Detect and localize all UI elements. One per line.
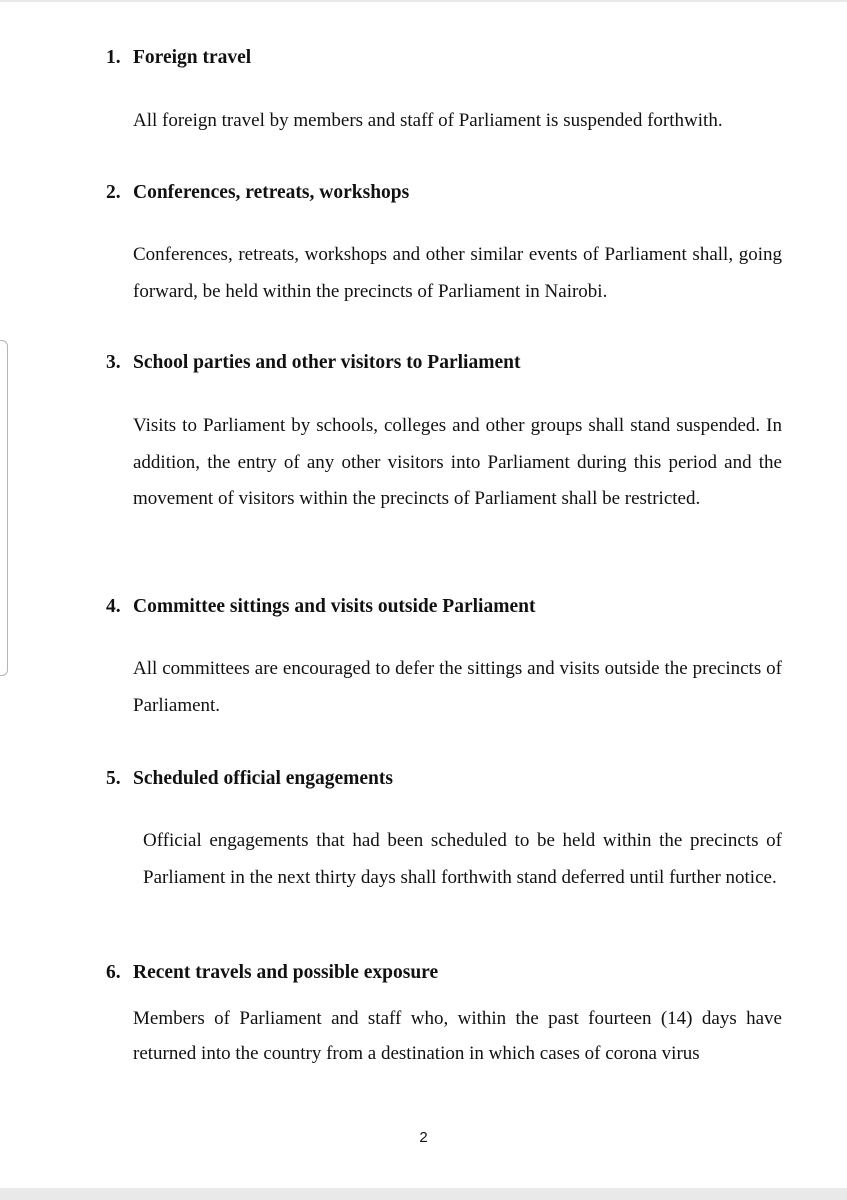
section-number: 2.: [106, 182, 121, 203]
page-bottom-edge: [0, 1188, 847, 1200]
section-body-conferences: Conferences, retreats, workshops and other similar events of Parliament shall, going forward, be held within the precincts of Parliament in Nairobi.: [133, 244, 782, 302]
section-number: 1.: [106, 47, 121, 68]
page-top-edge: [0, 0, 847, 2]
section-title: Conferences, retreats, workshops: [133, 182, 410, 203]
section-number: 3.: [106, 352, 121, 373]
section-heading-visitors: [106, 351, 520, 375]
section-heading-committee-sittings: [106, 595, 535, 619]
section-title: Foreign travel: [133, 47, 252, 68]
section-number: 5.: [106, 768, 121, 789]
side-panel-handle[interactable]: [0, 340, 8, 676]
section-body-foreign-travel: All foreign travel by members and staff of Parliament is suspended forthwith.: [133, 110, 723, 131]
section-title: School parties and other visitors to Parliament: [133, 352, 521, 373]
section-title: Committee sittings and visits outside Parliament: [133, 596, 536, 617]
section-heading-recent-travels: [106, 961, 438, 985]
section-body-visitors: Visits to Parliament by schools, colleges and other groups shall stand suspended. In addition, the entry of any other visitors into Parliament during this period and the movement of visitors within the precincts of Parliament shall be restricted.: [133, 415, 782, 509]
section-title: Recent travels and possible exposure: [133, 962, 439, 983]
section-body-scheduled-engagements: Official engagements that had been scheduled to be held within the precincts of Parliament in the next thirty days shall forthwith stand deferred until further notice.: [143, 830, 782, 888]
section-body-recent-travels: Members of Parliament and staff who, within the past fourteen (14) days have returned into the country from a destination in which cases of corona virus: [133, 1008, 782, 1064]
section-heading-conferences: [106, 181, 409, 205]
section-number: 6.: [106, 962, 121, 983]
section-heading-scheduled-engagements: [106, 767, 393, 791]
section-number: 4.: [106, 596, 121, 617]
section-heading-foreign-travel: [106, 46, 251, 70]
page-number: 2: [419, 1129, 428, 1146]
section-title: Scheduled official engagements: [133, 768, 393, 789]
section-body-committee-sittings: All committees are encouraged to defer the sittings and visits outside the precincts of Parliament.: [133, 658, 782, 716]
